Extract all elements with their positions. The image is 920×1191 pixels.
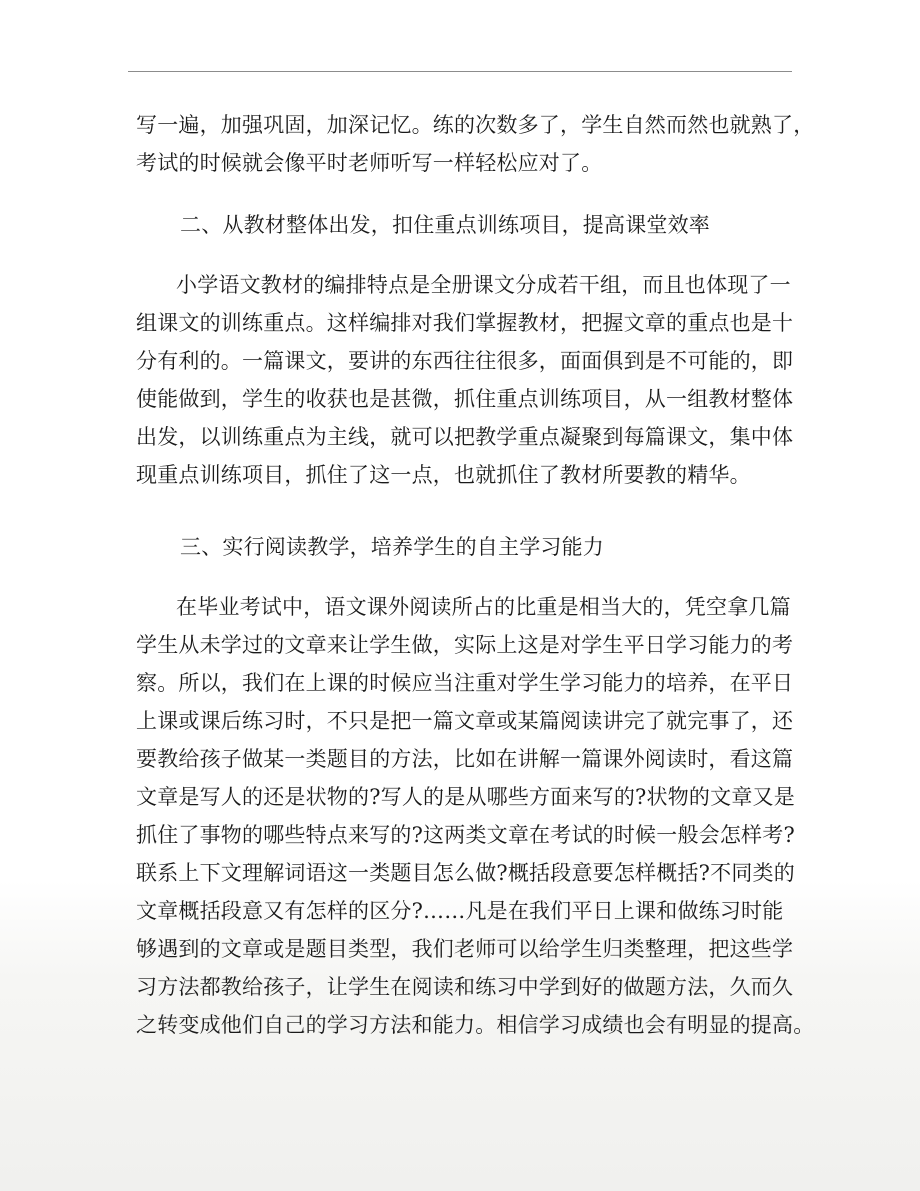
section-heading-3: 三、实行阅读教学，培养学生的自主学习能力	[180, 535, 604, 559]
paragraph-line: 够遇到的文章或是题目类型，我们老师可以给学生归类整理，把这些学	[136, 937, 794, 961]
paragraph-line: 要教给孩子做某一类题目的方法，比如在讲解一篇课外阅读时，看这篇	[136, 747, 794, 771]
paragraph-line: 之转变成他们自己的学习方法和能力。相信学习成绩也会有明显的提高。	[136, 1013, 815, 1037]
paragraph-line: 组课文的训练重点。这样编排对我们掌握教材，把握文章的重点也是十	[136, 311, 794, 335]
body-line: 考试的时候就会像平时老师听写一样轻松应对了。	[136, 151, 603, 175]
paragraph-line: 现重点训练项目，抓住了这一点，也就抓住了教材所要教的精华。	[136, 463, 751, 487]
paragraph-line: 文章是写人的还是状物的?写人的是从哪些方面来写的?状物的文章又是	[136, 785, 795, 809]
paragraph-line: 分有利的。一篇课文，要讲的东西往往很多，面面俱到是不可能的，即	[136, 349, 794, 373]
paragraph-line: 小学语文教材的编排特点是全册课文分成若干组，而且也体现了一	[176, 273, 791, 297]
paragraph-line: 抓住了事物的哪些特点来写的?这两类文章在考试的时候一般会怎样考?	[136, 823, 795, 847]
paragraph-line: 察。所以，我们在上课的时候应当注重对学生学习能力的培养，在平日	[136, 671, 794, 695]
paragraph-line: 在毕业考试中，语文课外阅读所占的比重是相当大的，凭空拿几篇	[176, 595, 791, 619]
body-line: 写一遍，加强巩固，加深记忆。练的次数多了，学生自然而然也就熟了，	[136, 113, 815, 137]
paragraph-line: 习方法都教给孩子，让学生在阅读和练习中学到好的做题方法，久而久	[136, 975, 794, 999]
paragraph-line: 文章概括段意又有怎样的区分?……凡是在我们平日上课和做练习时能	[136, 899, 784, 923]
paragraph-line: 学生从未学过的文章来让学生做，实际上这是对学生平日学习能力的考	[136, 633, 794, 657]
section-heading-2: 二、从教材整体出发，扣住重点训练项目，提高课堂效率	[180, 213, 710, 237]
paragraph-line: 上课或课后练习时，不只是把一篇文章或某篇阅读讲完了就完事了，还	[136, 709, 794, 733]
paragraph-line: 出发，以训练重点为主线，就可以把教学重点凝聚到每篇课文，集中体	[136, 425, 794, 449]
paragraph-line: 联系上下文理解词语这一类题目怎么做?概括段意要怎样概括?不同类的	[136, 861, 795, 885]
paragraph-line: 使能做到，学生的收获也是甚微，抓住重点训练项目，从一组教材整体	[136, 387, 794, 411]
header-rule	[128, 71, 792, 72]
